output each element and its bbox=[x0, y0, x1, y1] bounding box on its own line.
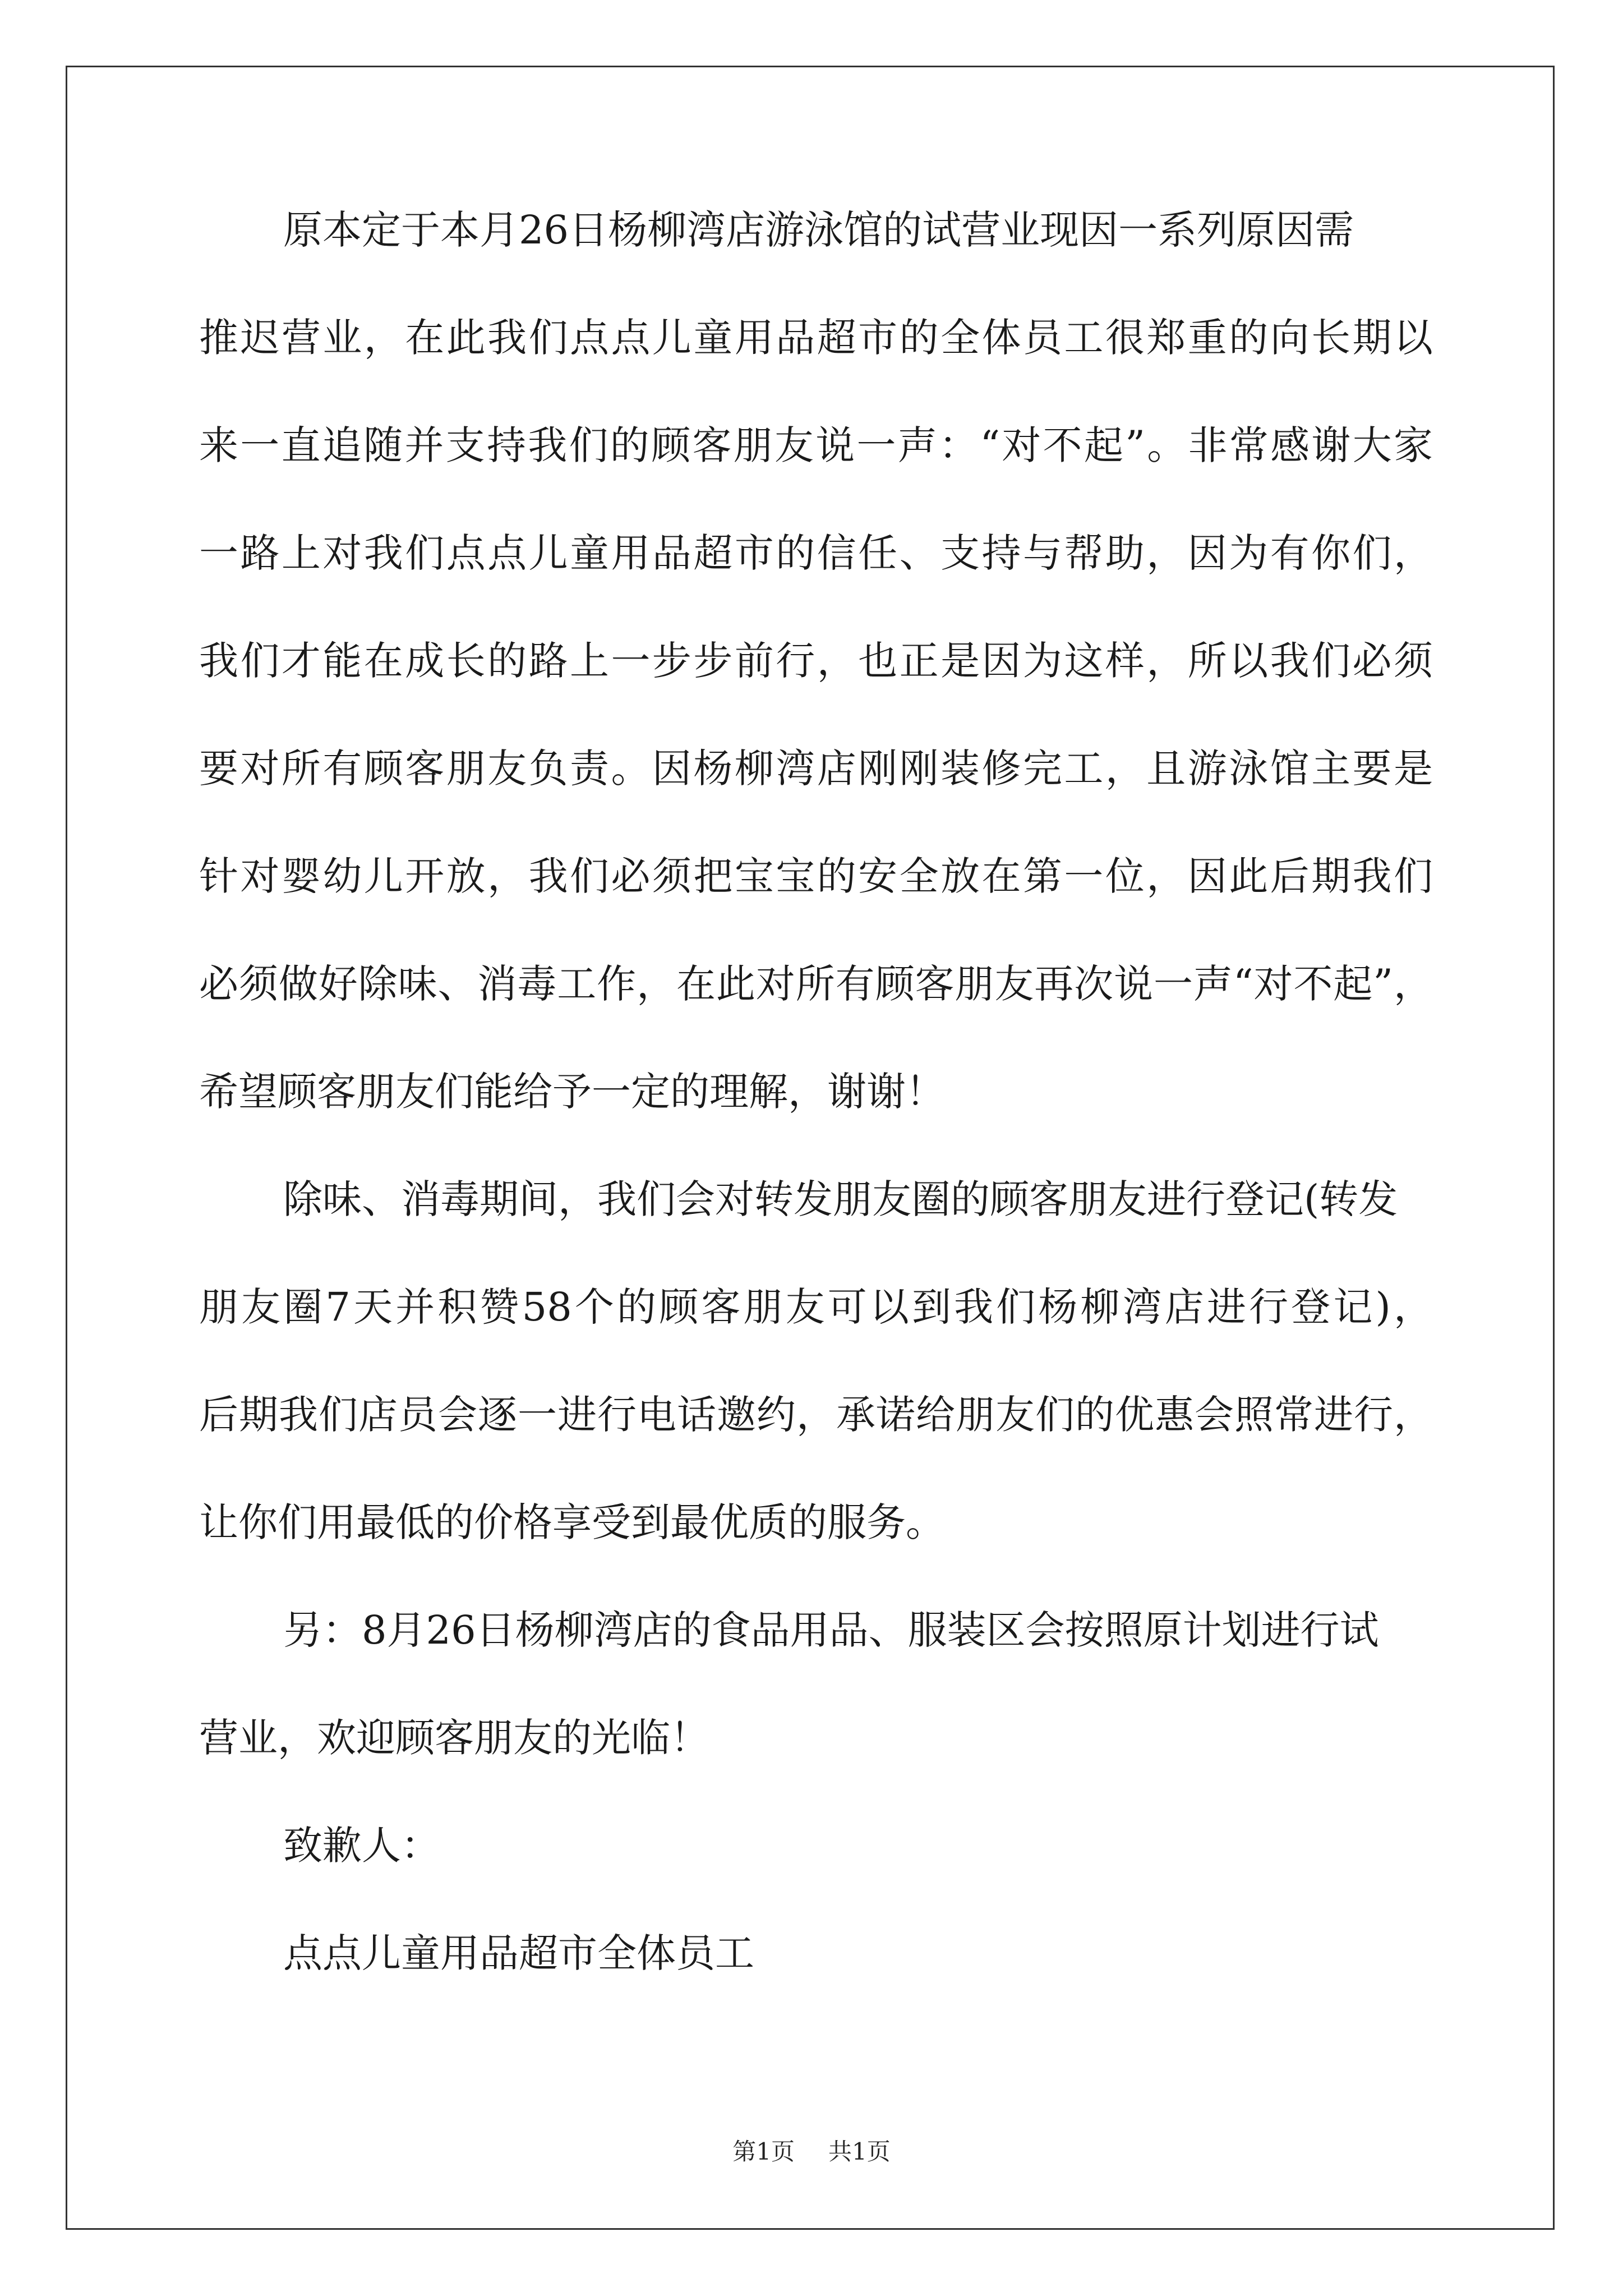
page-total: 共1页 bbox=[828, 2138, 891, 2165]
paragraph-line: 朋友圈7天并积赞58个的顾客朋友可以到我们杨柳湾店进行登记)， bbox=[199, 1284, 1433, 1330]
paragraph-line: 一路上对我们点点儿童用品超市的信任、支持与帮助，因为有你们， bbox=[199, 530, 1433, 576]
closing-line: 致歉人： bbox=[283, 1823, 440, 1869]
paragraph-line: 另：8月26日杨柳湾店的食品用品、服装区会按照原计划进行试 bbox=[283, 1607, 1379, 1653]
paragraph-line: 除味、消毒期间，我们会对转发朋友圈的顾客朋友进行登记(转发 bbox=[283, 1176, 1398, 1222]
paragraph-line: 针对婴幼儿开放，我们必须把宝宝的安全放在第一位，因此后期我们 bbox=[199, 853, 1433, 899]
paragraph-line: 希望顾客朋友们能给予一定的理解，谢谢！ bbox=[199, 1069, 945, 1115]
paragraph-line: 让你们用最低的价格享受到最优质的服务。 bbox=[199, 1499, 945, 1545]
letter-body bbox=[199, 207, 1433, 2041]
paragraph-line: 后期我们店员会逐一进行电话邀约，承诺给朋友们的优惠会照常进行， bbox=[199, 1392, 1433, 1438]
page-current: 第1页 bbox=[732, 2138, 795, 2165]
paragraph-line: 原本定于本月26日杨柳湾店游泳馆的试营业现因一系列原因需 bbox=[283, 207, 1354, 253]
signature-line: 点点儿童用品超市全体员工 bbox=[283, 1930, 754, 1976]
paragraph-line: 我们才能在成长的路上一步步前行，也正是因为这样，所以我们必须 bbox=[199, 638, 1433, 684]
paragraph-line: 必须做好除味、消毒工作，在此对所有顾客朋友再次说一声“对不起”， bbox=[199, 961, 1433, 1007]
page-footer bbox=[0, 2140, 1623, 2164]
paragraph-line: 来一直追随并支持我们的顾客朋友说一声：“对不起”。非常感谢大家 bbox=[199, 422, 1433, 468]
paragraph-line: 推迟营业，在此我们点点儿童用品超市的全体员工很郑重的向长期以 bbox=[199, 315, 1433, 361]
paragraph-line: 要对所有顾客朋友负责。因杨柳湾店刚刚装修完工，且游泳馆主要是 bbox=[199, 746, 1433, 792]
paragraph-line: 营业，欢迎顾客朋友的光临！ bbox=[199, 1715, 709, 1761]
